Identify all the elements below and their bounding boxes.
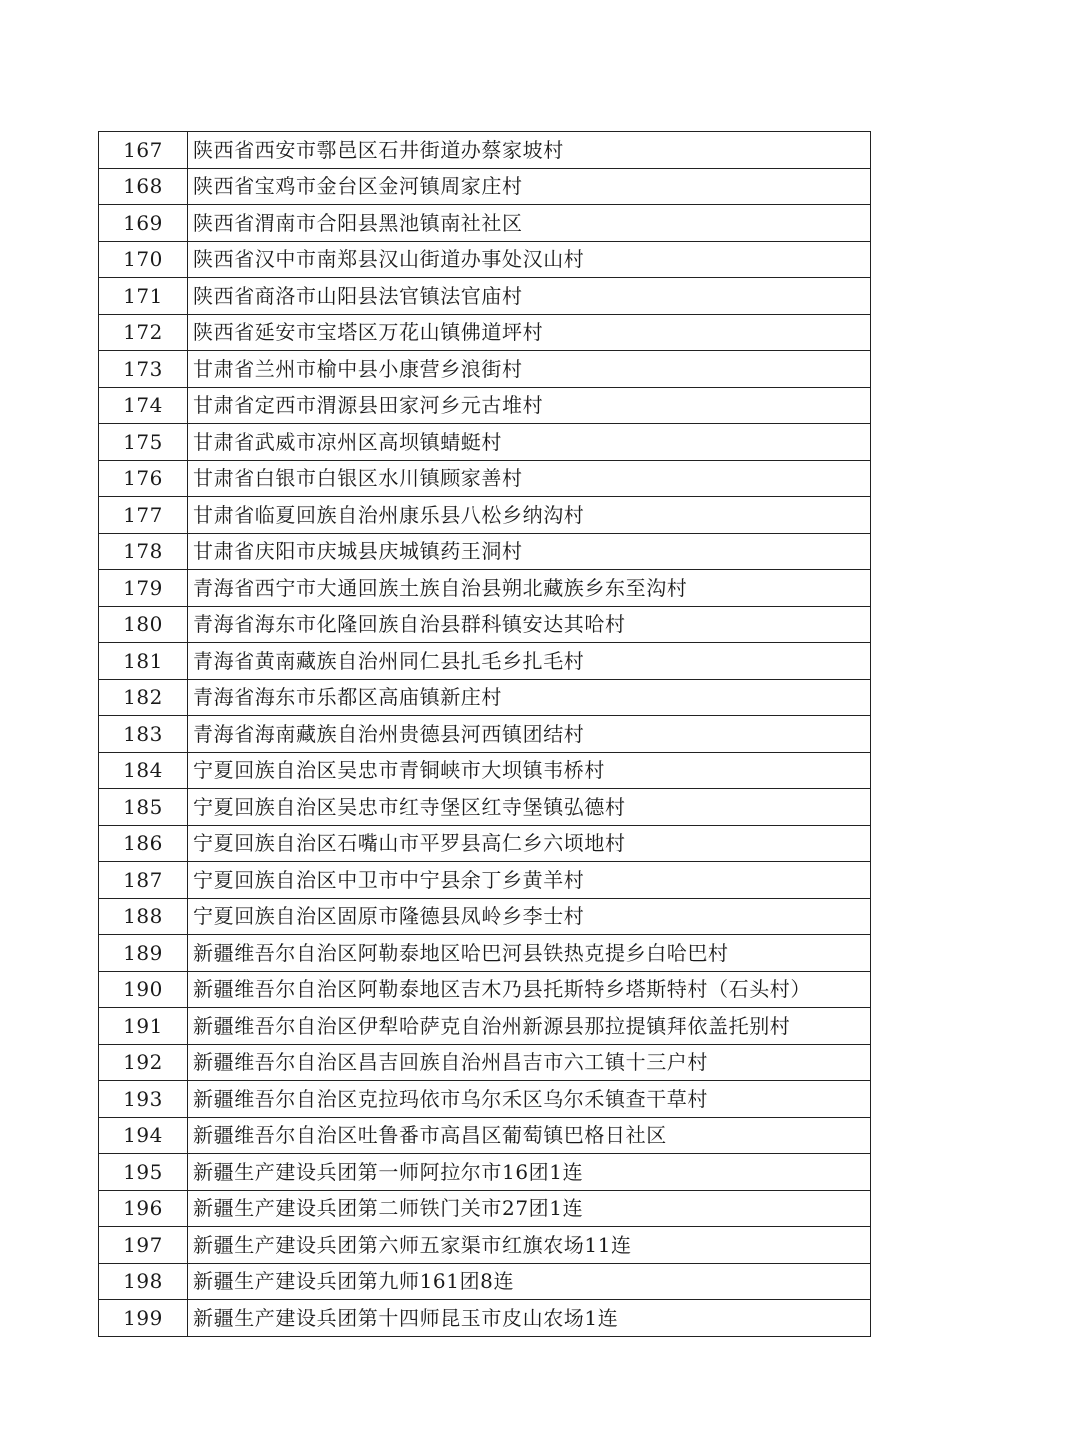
table-row [99, 460, 871, 497]
village-name: 陕西省宝鸡市金台区金河镇周家庄村 [188, 168, 871, 205]
table-row [99, 898, 871, 935]
table-row [99, 1081, 871, 1118]
table-row [99, 1008, 871, 1045]
table-row [99, 314, 871, 351]
village-name: 宁夏回族自治区中卫市中宁县余丁乡黄羊村 [188, 862, 871, 899]
village-name: 甘肃省临夏回族自治州康乐县八松乡纳沟村 [188, 497, 871, 534]
village-name: 陕西省西安市鄠邑区石井街道办蔡家坡村 [188, 132, 871, 169]
table-row [99, 497, 871, 534]
village-name: 新疆生产建设兵团第二师铁门关市27团1连 [188, 1190, 871, 1227]
table-body [99, 132, 871, 1337]
row-number: 170 [99, 241, 188, 278]
table-row [99, 679, 871, 716]
table-row [99, 1263, 871, 1300]
table-row [99, 643, 871, 680]
row-number: 181 [99, 643, 188, 680]
row-number: 194 [99, 1117, 188, 1154]
table-row [99, 1117, 871, 1154]
row-number: 168 [99, 168, 188, 205]
row-number: 190 [99, 971, 188, 1008]
row-number: 196 [99, 1190, 188, 1227]
row-number: 180 [99, 606, 188, 643]
village-name: 新疆维吾尔自治区吐鲁番市高昌区葡萄镇巴格日社区 [188, 1117, 871, 1154]
row-number: 189 [99, 935, 188, 972]
row-number: 186 [99, 825, 188, 862]
village-name: 新疆生产建设兵团第十四师昆玉市皮山农场1连 [188, 1300, 871, 1337]
village-name: 甘肃省庆阳市庆城县庆城镇药王洞村 [188, 533, 871, 570]
table-row [99, 971, 871, 1008]
row-number: 199 [99, 1300, 188, 1337]
row-number: 167 [99, 132, 188, 169]
village-name: 新疆维吾尔自治区伊犁哈萨克自治州新源县那拉提镇拜依盖托别村 [188, 1008, 871, 1045]
row-number: 191 [99, 1008, 188, 1045]
village-name: 青海省海南藏族自治州贵德县河西镇团结村 [188, 716, 871, 753]
village-name: 青海省西宁市大通回族土族自治县朔北藏族乡东至沟村 [188, 570, 871, 607]
village-name: 新疆生产建设兵团第六师五家渠市红旗农场11连 [188, 1227, 871, 1264]
table-row [99, 1044, 871, 1081]
table-row [99, 752, 871, 789]
village-name: 甘肃省定西市渭源县田家河乡元古堆村 [188, 387, 871, 424]
row-number: 198 [99, 1263, 188, 1300]
table-row [99, 716, 871, 753]
village-name: 新疆生产建设兵团第一师阿拉尔市16团1连 [188, 1154, 871, 1191]
row-number: 183 [99, 716, 188, 753]
row-number: 172 [99, 314, 188, 351]
village-name: 陕西省商洛市山阳县法官镇法官庙村 [188, 278, 871, 315]
row-number: 187 [99, 862, 188, 899]
village-name: 青海省黄南藏族自治州同仁县扎毛乡扎毛村 [188, 643, 871, 680]
table-row [99, 789, 871, 826]
table-row [99, 241, 871, 278]
village-name: 宁夏回族自治区吴忠市青铜峡市大坝镇韦桥村 [188, 752, 871, 789]
table-row [99, 606, 871, 643]
village-name: 新疆维吾尔自治区阿勒泰地区吉木乃县托斯特乡塔斯特村（石头村） [188, 971, 871, 1008]
village-name: 青海省海东市化隆回族自治县群科镇安达其哈村 [188, 606, 871, 643]
village-name: 甘肃省白银市白银区水川镇顾家善村 [188, 460, 871, 497]
village-name: 新疆维吾尔自治区昌吉回族自治州昌吉市六工镇十三户村 [188, 1044, 871, 1081]
row-number: 178 [99, 533, 188, 570]
table-row [99, 825, 871, 862]
village-name: 宁夏回族自治区吴忠市红寺堡区红寺堡镇弘德村 [188, 789, 871, 826]
row-number: 175 [99, 424, 188, 461]
village-name: 新疆维吾尔自治区克拉玛依市乌尔禾区乌尔禾镇查干草村 [188, 1081, 871, 1118]
row-number: 171 [99, 278, 188, 315]
row-number: 193 [99, 1081, 188, 1118]
village-name: 新疆生产建设兵团第九师161团8连 [188, 1263, 871, 1300]
table-row [99, 168, 871, 205]
table-row [99, 278, 871, 315]
row-number: 185 [99, 789, 188, 826]
village-name: 陕西省延安市宝塔区万花山镇佛道坪村 [188, 314, 871, 351]
table-row [99, 533, 871, 570]
row-number: 169 [99, 205, 188, 242]
village-name: 青海省海东市乐都区高庙镇新庄村 [188, 679, 871, 716]
row-number: 192 [99, 1044, 188, 1081]
row-number: 173 [99, 351, 188, 388]
village-name: 甘肃省兰州市榆中县小康营乡浪街村 [188, 351, 871, 388]
table-row [99, 862, 871, 899]
table-row [99, 1154, 871, 1191]
village-name: 陕西省汉中市南郑县汉山街道办事处汉山村 [188, 241, 871, 278]
row-number: 188 [99, 898, 188, 935]
village-name: 宁夏回族自治区固原市隆德县凤岭乡李士村 [188, 898, 871, 935]
table-row [99, 1300, 871, 1337]
row-number: 179 [99, 570, 188, 607]
table-row [99, 351, 871, 388]
row-number: 184 [99, 752, 188, 789]
row-number: 197 [99, 1227, 188, 1264]
row-number: 182 [99, 679, 188, 716]
table-row [99, 935, 871, 972]
village-name: 新疆维吾尔自治区阿勒泰地区哈巴河县铁热克提乡白哈巴村 [188, 935, 871, 972]
table-row [99, 387, 871, 424]
table-row [99, 1227, 871, 1264]
village-list-table [98, 131, 871, 1337]
table-row [99, 424, 871, 461]
table-row [99, 1190, 871, 1227]
table-row [99, 205, 871, 242]
row-number: 174 [99, 387, 188, 424]
village-name: 陕西省渭南市合阳县黑池镇南社社区 [188, 205, 871, 242]
village-name: 甘肃省武威市凉州区高坝镇蜻蜓村 [188, 424, 871, 461]
row-number: 176 [99, 460, 188, 497]
table-row [99, 570, 871, 607]
row-number: 195 [99, 1154, 188, 1191]
table-row [99, 132, 871, 169]
village-name: 宁夏回族自治区石嘴山市平罗县高仁乡六顷地村 [188, 825, 871, 862]
row-number: 177 [99, 497, 188, 534]
